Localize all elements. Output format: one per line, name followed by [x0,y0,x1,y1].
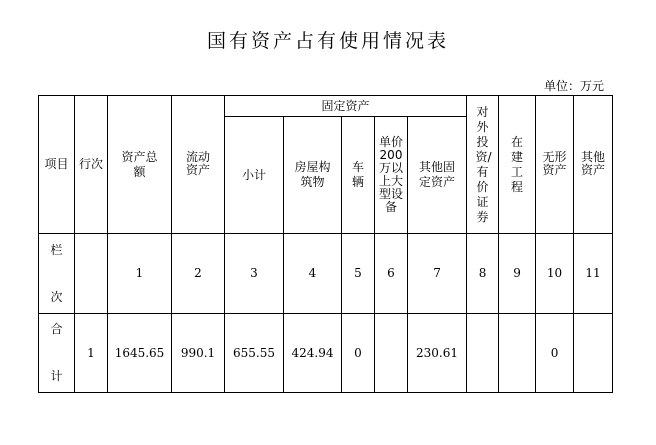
column-number: 4 [284,234,342,314]
column-number-label: 栏 次 [39,234,75,314]
header-row-no: 行次 [75,96,108,234]
column-number: 10 [536,234,574,314]
total-cell: 655.55 [225,314,284,393]
column-number: 8 [467,234,499,314]
column-number: 11 [574,234,613,314]
header-item: 项目 [39,96,75,234]
header-construction: 在建工程 [499,96,536,234]
column-number-row [39,234,613,314]
total-cell: 0 [342,314,375,393]
header-large-equipment: 单价200万以上大型设备 [375,117,408,234]
header-current-assets: 流动资产 [172,96,225,234]
column-number: 1 [108,234,172,314]
header-subtotal: 小计 [225,117,284,234]
column-number [75,234,108,314]
total-cell [574,314,613,393]
header-total-assets: 资产总额 [108,96,172,234]
column-number: 5 [342,234,375,314]
unit-label: 单位：万元 [543,79,604,93]
total-cell: 990.1 [172,314,225,393]
column-number: 9 [499,234,536,314]
total-label: 合 计 [39,314,75,393]
header-other-assets: 其他资产 [574,96,613,234]
header-foreign-investment: 对外投资/有价证券 [467,96,499,234]
column-number: 6 [375,234,408,314]
column-number: 2 [172,234,225,314]
column-number: 3 [225,234,284,314]
report-title: 国有资产占有使用情况表 [206,30,449,52]
total-cell: 1 [75,314,108,393]
header-fixed-assets-group: 固定资产 [225,96,467,117]
header-intangible: 无形资产 [536,96,574,234]
asset-table [38,95,613,393]
total-cell [467,314,499,393]
header-vehicles: 车辆 [342,117,375,234]
column-number: 7 [408,234,467,314]
total-cell: 1645.65 [108,314,172,393]
header-other-fixed: 其他固定资产 [408,117,467,234]
total-row [39,314,613,393]
total-cell: 230.61 [408,314,467,393]
total-cell [499,314,536,393]
header-buildings: 房屋构筑物 [284,117,342,234]
total-cell [375,314,408,393]
total-cell: 0 [536,314,574,393]
total-cell: 424.94 [284,314,342,393]
